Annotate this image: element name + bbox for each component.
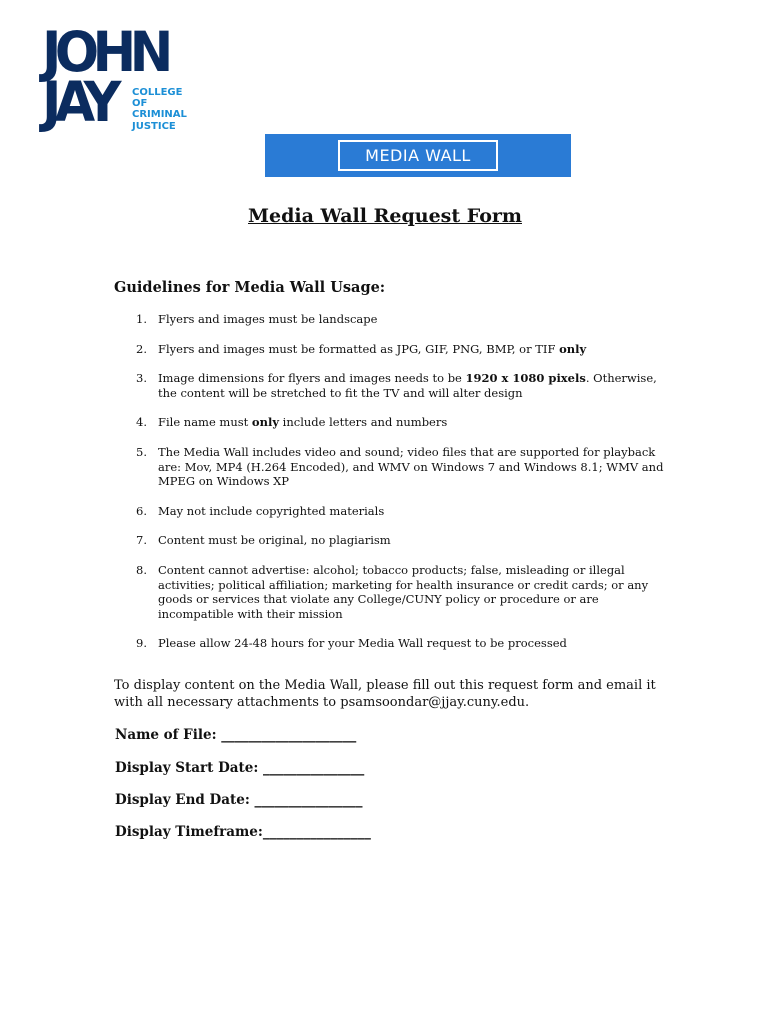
guideline-number: 9. — [136, 636, 147, 651]
media-wall-banner — [265, 134, 571, 177]
guideline-item — [114, 563, 674, 621]
guidelines-list — [114, 312, 674, 666]
guideline-text: Please allow 24-48 hours for your Media Wall request to be processed — [158, 636, 567, 651]
guideline-number: 6. — [136, 503, 147, 518]
guideline-text: Image dimensions for flyers and images needs to be — [158, 371, 466, 386]
guideline-text: . Otherwise, the content will be stretched to fit the TV and will alter design — [158, 371, 657, 400]
john-jay-logo — [42, 20, 187, 134]
guideline-item — [114, 342, 674, 357]
display-end-date-field[interactable]: Display End Date: ________________ — [115, 792, 363, 808]
guideline-text: The Media Wall includes video and sound; video files that are supported for playback are: Mov, MP4 (H.264 Encoded), and WMV on Windows 7 and Windows 8.1; WMV and MPEG on Windows XP — [158, 444, 664, 489]
guideline-emphasis: only — [251, 415, 280, 430]
guideline-item — [114, 636, 674, 651]
logo-subtext-line: COLLEGE — [132, 87, 183, 98]
guideline-item — [114, 371, 674, 400]
display-timeframe-field[interactable]: Display Timeframe:________________ — [115, 824, 371, 840]
name-of-file-field[interactable]: Name of File: ____________________ — [115, 727, 357, 743]
guidelines-heading: Guidelines for Media Wall Usage: — [114, 279, 386, 296]
guideline-emphasis: only — [559, 341, 587, 356]
guideline-item — [114, 533, 674, 548]
guideline-text: File name must — [158, 415, 252, 430]
guideline-text: Content must be original, no plagiarism — [158, 533, 391, 548]
guideline-number: 3. — [136, 371, 147, 386]
guideline-number: 8. — [136, 562, 147, 577]
display-start-date-field[interactable]: Display Start Date: _______________ — [115, 760, 365, 776]
logo-subtext-line: CRIMINAL — [132, 109, 187, 121]
logo-jay-text: JAY — [42, 70, 115, 134]
guideline-item — [114, 445, 674, 489]
logo-subtext-line: JUSTICE — [132, 120, 176, 132]
guideline-text: Content cannot advertise: alcohol; tobacco products; false, misleading or illegal activities; political affiliation; marketing for health insurance or credit cards; or any goods or services that violate any College/CUNY policy or procedure or are incompatible with their mission — [158, 562, 649, 621]
guideline-item — [114, 504, 674, 519]
logo-subtext-line: OF — [132, 98, 148, 110]
guideline-text: include letters and numbers — [279, 415, 448, 430]
banner-label: MEDIA WALL — [338, 140, 498, 171]
guideline-text: Flyers and images must be formatted as JPG, GIF, PNG, BMP, or TIF — [158, 341, 560, 356]
logo-john-text: JOHN — [42, 20, 167, 84]
guideline-number: 2. — [136, 341, 147, 356]
page-title: Media Wall Request Form — [248, 205, 522, 227]
guideline-text: May not include copyrighted materials — [158, 503, 385, 518]
logo-college-text — [132, 87, 187, 132]
guideline-item — [114, 312, 674, 327]
guideline-number: 5. — [136, 444, 147, 459]
guideline-text: Flyers and images must be landscape — [158, 312, 378, 326]
guideline-number: 4. — [136, 415, 147, 430]
guideline-number: 1. — [136, 312, 147, 326]
guideline-emphasis: 1920 x 1080 pixels — [465, 371, 586, 386]
guideline-item — [114, 415, 674, 430]
guideline-number: 7. — [136, 533, 147, 548]
intro-paragraph: To display content on the Media Wall, please fill out this request form and email it with all necessary attachments to psamsoondar@jjay.cuny.edu. — [114, 678, 656, 710]
